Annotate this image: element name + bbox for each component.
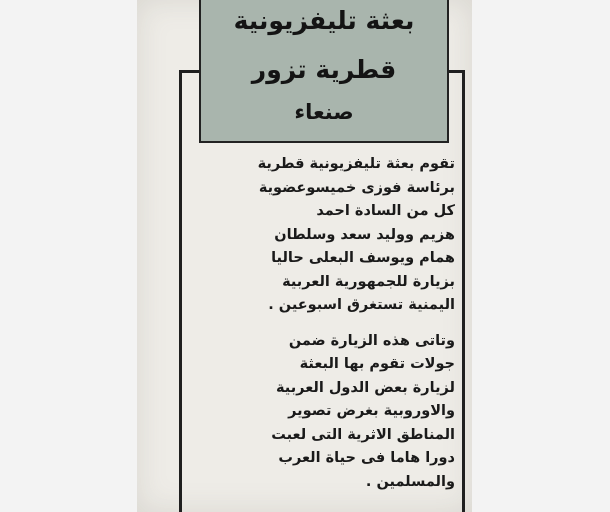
- dateline: صنعاء: [294, 100, 354, 124]
- article-line: المناطق الاثرية التى لعبت: [271, 426, 455, 443]
- article-frame-right-rule: [462, 70, 465, 512]
- article-frame-left-rule: [179, 70, 182, 512]
- article-frame-top-right-rule: [447, 70, 465, 73]
- paragraph-1: [200, 153, 455, 318]
- article-line: همام ويوسف البعلى حاليا: [271, 250, 455, 266]
- article-line: جولات تقوم بها البعثة: [299, 356, 455, 372]
- article-frame-top-left-rule: [179, 70, 201, 73]
- headline-line-1: بعثة تليفزيونية: [233, 6, 415, 35]
- article-line: لزيارة بعض الدول العربية: [276, 379, 455, 396]
- headline-box: [199, 0, 449, 143]
- paragraph-2: [200, 330, 455, 495]
- article-line: والاوروبية بغرض تصوير: [288, 403, 455, 419]
- headline-line-2: قطرية تزور: [251, 55, 397, 84]
- paragraph-gap: [200, 318, 455, 330]
- article-line: دورا هاما فى حياة العرب: [278, 450, 455, 466]
- article-line: تقوم بعثة تليفزيونية قطرية: [257, 156, 455, 172]
- article-line: هزيم ووليد سعد وسلطان: [274, 226, 455, 243]
- article-line: بزيارة للجمهورية العربية: [282, 273, 455, 290]
- article-line: كل من السادة احمد: [316, 203, 455, 219]
- article-body: [200, 153, 455, 494]
- article-line: وتاتى هذه الزيارة ضمن: [288, 332, 455, 349]
- article-line: والمسلمين .: [365, 473, 455, 490]
- article-line: اليمنية تستغرق اسبوعين .: [268, 297, 455, 313]
- article-line: برئاسة فوزى خميسوعضوية: [258, 179, 455, 196]
